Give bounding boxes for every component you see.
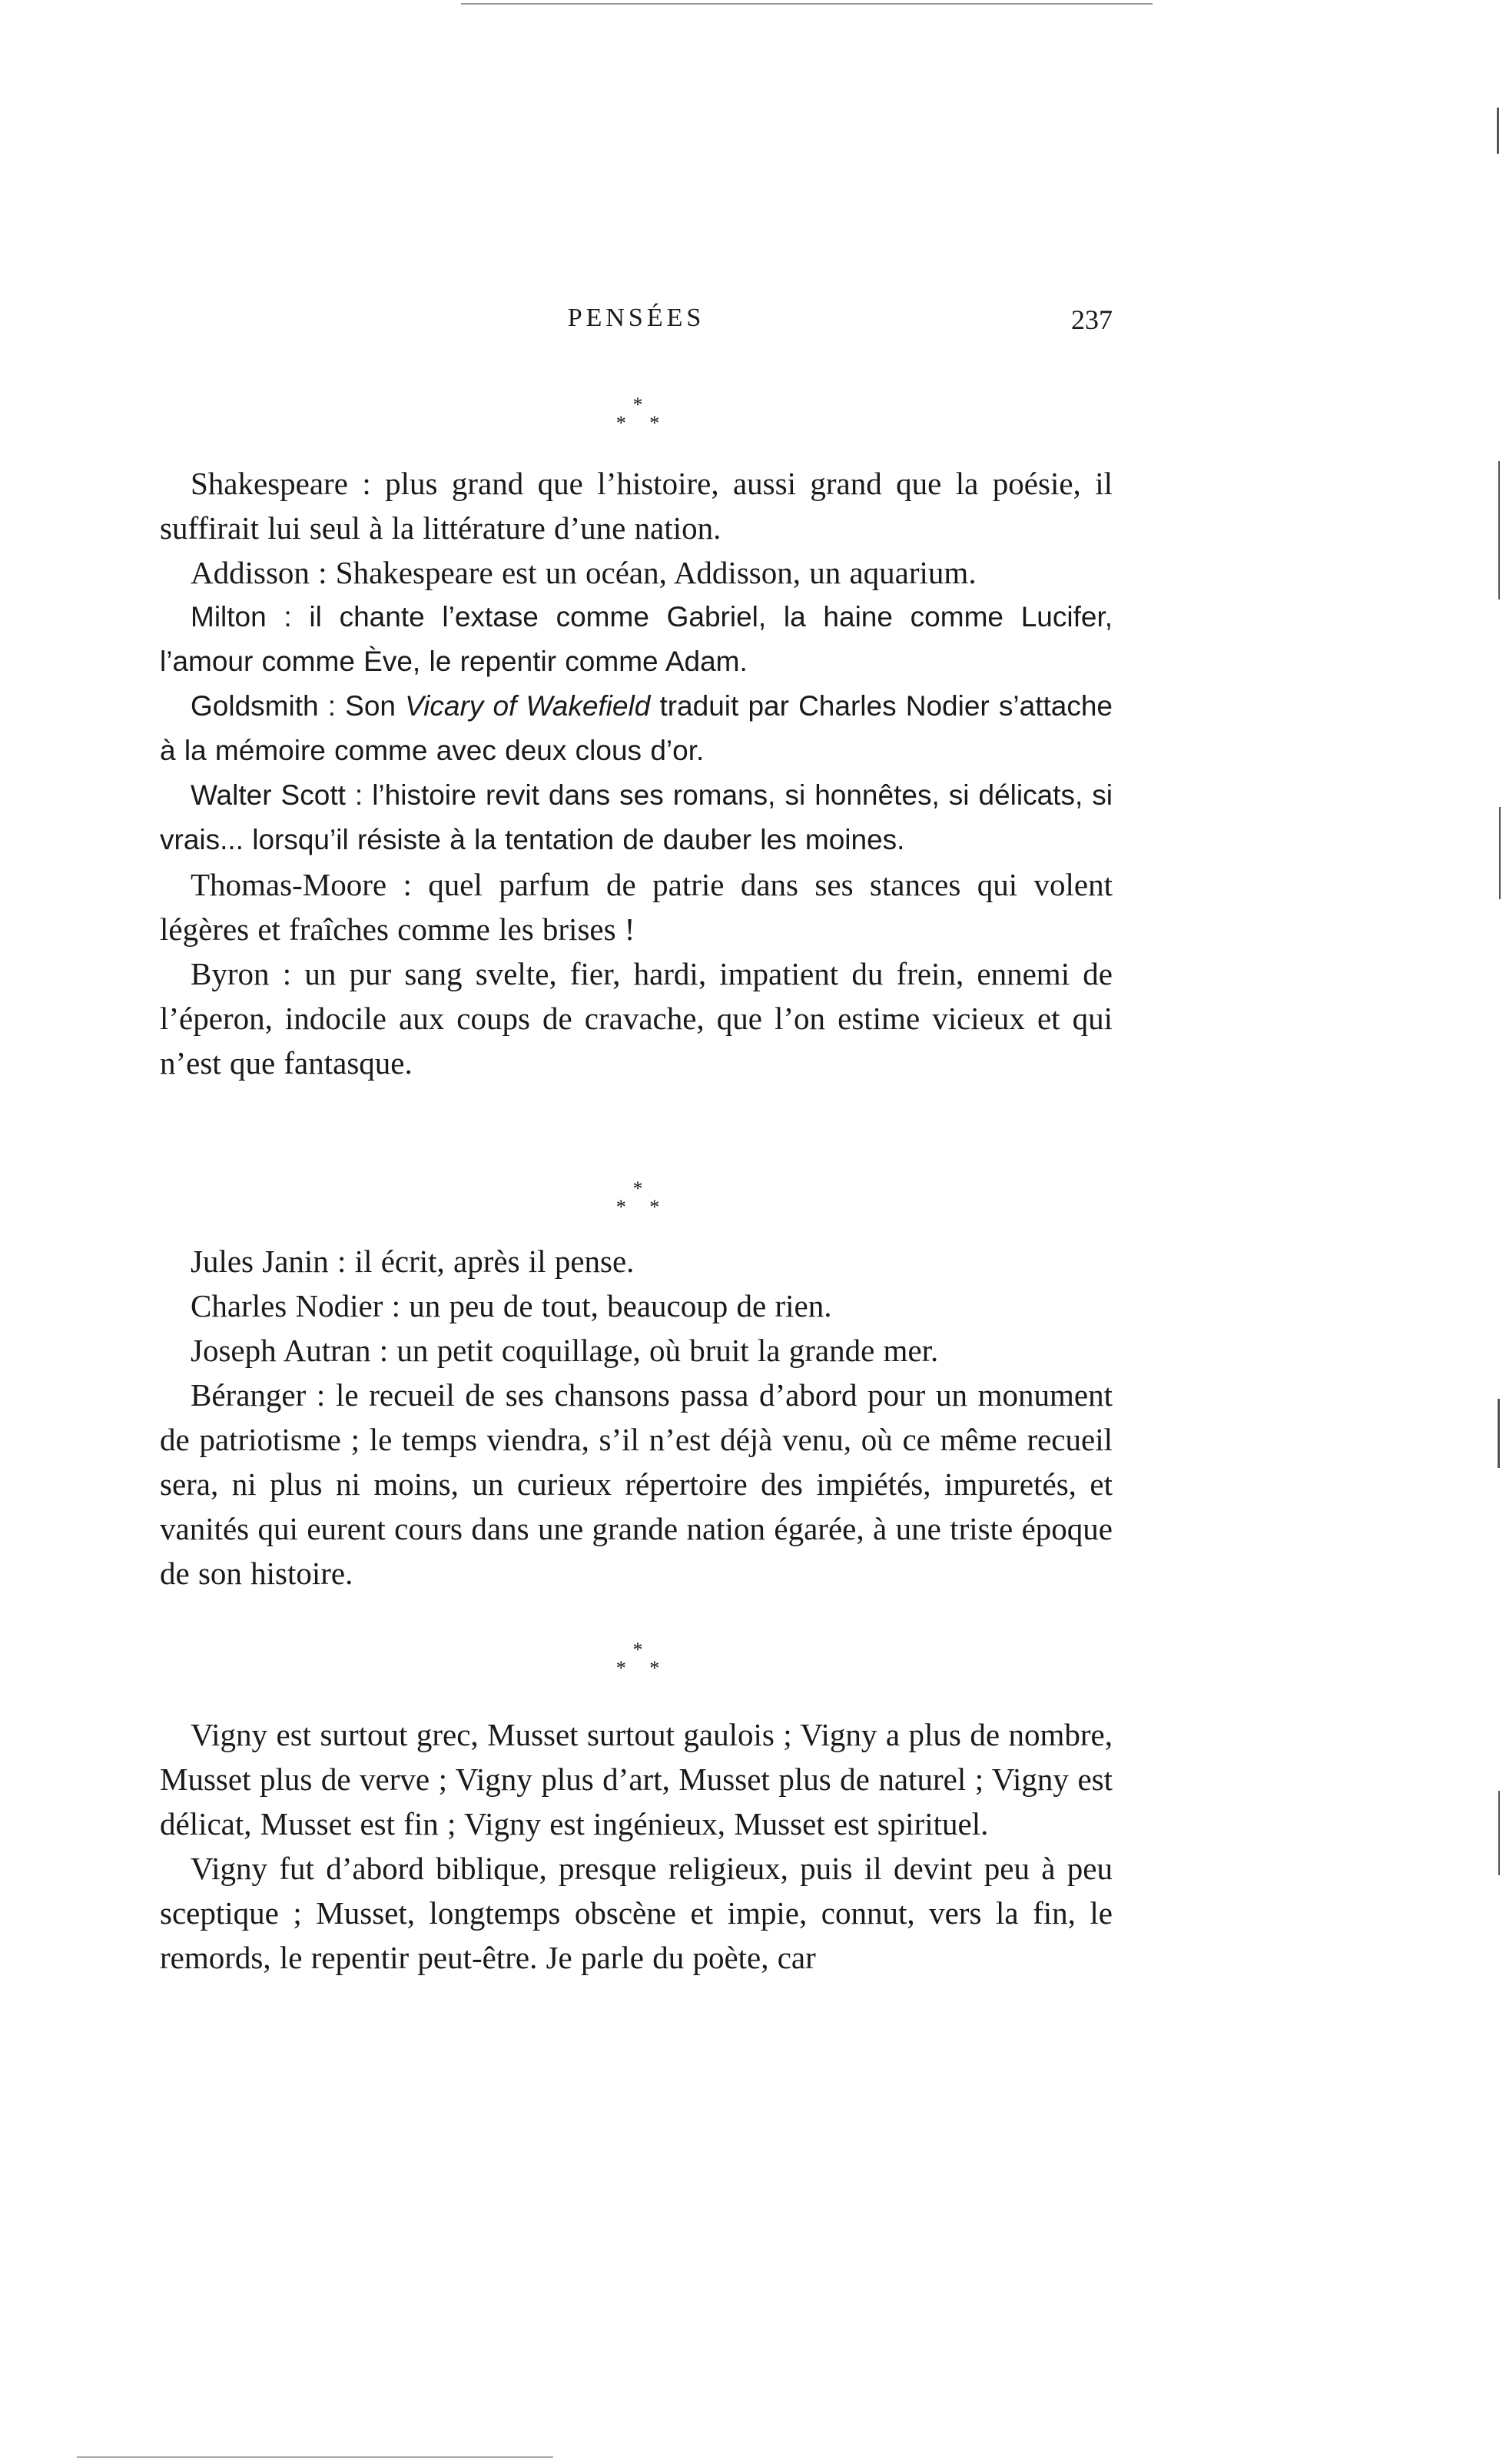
asterism-bottom-stars: * * — [615, 1196, 669, 1218]
page-header — [160, 304, 1113, 350]
scan-mark — [1497, 108, 1499, 154]
asterism-top-star: * — [632, 394, 643, 416]
scan-mark — [1498, 1791, 1500, 1875]
page-number: 237 — [1071, 304, 1113, 335]
section-1 — [160, 461, 1113, 1085]
paragraph-shakespeare: Shakespeare : plus grand que l’histoire, aussi grand que la poésie, il suffirait lui seul à la littérature d’une nation. — [160, 466, 1113, 546]
asterism-bottom-stars: * * — [615, 412, 669, 434]
scan-mark — [461, 3, 1153, 5]
paragraph-byron: Byron : un pur sang svelte, fier, hardi, impatient du frein, ennemi de l’éperon, indocile aux coups de cravache, que l’on estime vicieux et qui n’est que fantasque. — [160, 956, 1113, 1081]
running-title: PENSÉES — [567, 304, 705, 332]
paragraph-walter-scott: Walter Scott : l’histoire revit dans ses romans, si honnêtes, si délicats, si vrais... lorsqu’il résiste à la tentation de dauber les moines. — [160, 779, 1113, 855]
paragraph-vigny-musset-1: Vigny est surtout grec, Musset surtout gaulois ; Vigny a plus de nombre, Musset plus de verve ; Vigny plus d’art, Musset plus de naturel ; Vigny est délicat, Musset est fin ; Vigny est ingénieux, Musset est spirituel. — [160, 1717, 1113, 1841]
scan-mark — [77, 2456, 553, 2458]
scan-mark — [1499, 807, 1501, 899]
section-2 — [160, 1239, 1113, 1596]
paragraph-charles-nodier: Charles Nodier : un peu de tout, beaucoup de rien. — [191, 1288, 832, 1323]
goldsmith-before: Goldsmith : Son — [191, 690, 406, 722]
paragraph-jules-janin: Jules Janin : il écrit, après il pense. — [191, 1244, 635, 1279]
asterism-divider-2 — [584, 1177, 692, 1218]
paragraph-joseph-autran: Joseph Autran : un petit coquillage, où bruit la grande mer. — [191, 1333, 939, 1368]
paragraph-goldsmith — [160, 684, 1113, 773]
paragraph-addisson: Addisson : Shakespeare est un océan, Addisson, un aquarium. — [191, 555, 977, 590]
paragraph-vigny-musset-2: Vigny fut d’abord biblique, presque religieux, puis il devint peu à peu sceptique ; Musset, longtemps obscène et impie, connut, vers la fin, le remords, le repentir peut-être. Je parle du poète, car — [160, 1851, 1113, 1975]
asterism-top-star: * — [632, 1639, 643, 1661]
paragraph-thomas-moore: Thomas-Moore : quel parfum de patrie dans ses stances qui volent légères et fraîches comme les brises ! — [160, 867, 1113, 947]
paragraph-beranger: Béranger : le recueil de ses chansons passa d’abord pour un monument de patriotisme ; le temps viendra, s’il n’est déjà venu, où ce même recueil sera, ni plus ni moins, un curieux répertoire des impiétés, impuretés, et vanités qui eurent cours dans une grande nation égarée, à une triste époque de son histoire. — [160, 1377, 1113, 1591]
goldsmith-after: traduit par Charles Nodier s’attache à la mémoire comme avec deux clous d’or. — [160, 690, 1113, 766]
asterism-divider-3 — [584, 1641, 692, 1678]
asterism-bottom-stars: * * — [615, 1657, 669, 1679]
asterism-divider-1 — [584, 396, 692, 433]
scan-mark — [1498, 1399, 1500, 1468]
section-3 — [160, 1712, 1113, 1980]
asterism-top-star: * — [632, 1177, 643, 1200]
book-title-vicary: Vicary of Wakefield — [405, 690, 651, 722]
paragraph-milton: Milton : il chante l’extase comme Gabriel, la haine comme Lucifer, l’amour comme Ève, le repentir comme Adam. — [160, 601, 1113, 677]
scan-mark — [1498, 461, 1500, 599]
